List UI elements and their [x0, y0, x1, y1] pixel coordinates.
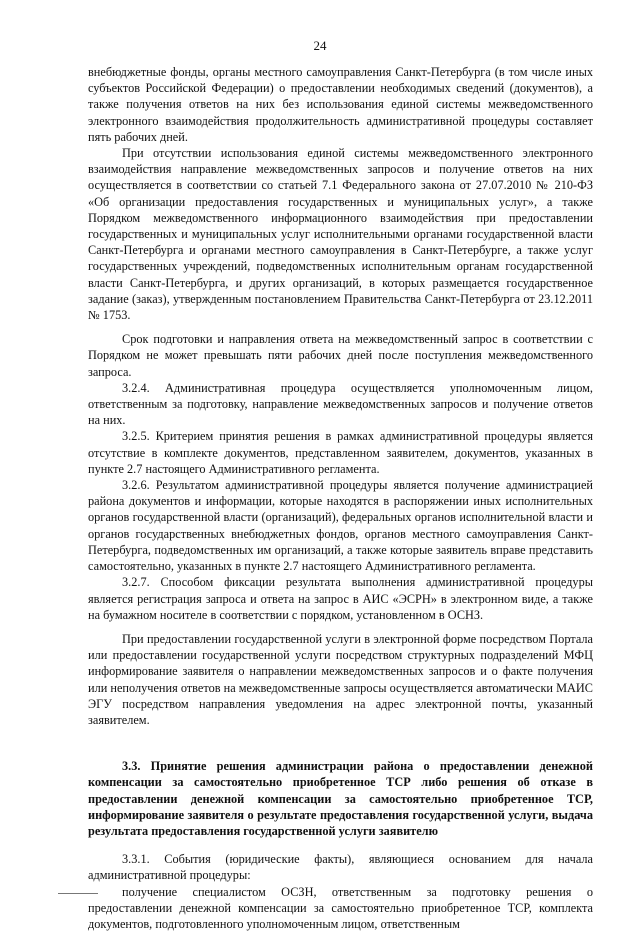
footer-rule	[58, 893, 98, 894]
paragraph-3-2-4: 3.2.4. Административная процедура осуществляется уполномоченным лицом, ответственным за подготовку, направление межведомственных запросов и получение ответов на них.	[88, 380, 593, 428]
section-heading-3-3: 3.3. Принятие решения администрации района о предоставлении денежной компенсации за самостоятельно приобретенное ТСР либо решения об отказе в предоставлении денежной компенсации за самостоятельно приобретенное ТСР, информирование заявителя о результате предоставления государственной услуги, выдача результата предоставления государственной услуги заявителю	[88, 759, 593, 838]
paragraph-3-3-1: 3.3.1. События (юридические факты), являющиеся основанием для начала административной процедуры:	[88, 852, 593, 883]
paragraph-receipt-of-documents: получение специалистом ОСЗН, ответственным за подготовку решения о предоставлении денежной компенсации за самостоятельно приобретенное ТСР, комплекта документов, подготовленного уполномоченным лицом, ответственным	[88, 884, 593, 931]
page-number: 24	[313, 38, 327, 53]
paragraph-interagency-order: При отсутствии использования единой системы межведомственного электронного взаимодействия направление межведомственных запросов и получение ответов на них осуществляется в соответствии со статьей 7.1 Федерального закона от 27.07.2010 № 210-ФЗ «Об организации предоставления государственных и муниципальных услуг», а также Порядком межведомственного информационного взаимодействия при предоставлении государственных и муниципальных услуг исполнительными органами государственной власти Санкт-Петербурга и органами местного самоуправления в Санкт-Петербурге, а также услуг государственных учреждений, подведомственных исполнительным органам государственной власти Санкт-Петербурга, и других организаций, в которых размещается государственное задание (заказ), утвержденным постановлением Правительства Санкт-Петербурга от 23.12.2011 № 1753.	[88, 146, 593, 323]
paragraph-response-deadline: Срок подготовки и направления ответа на межведомственный запрос в соответствии с Порядком не может превышать пяти рабочих дней после поступления межведомственного запроса.	[88, 332, 593, 379]
document-body	[88, 64, 593, 932]
paragraph-3-2-6: 3.2.6. Результатом административной процедуры является получение администрацией района документов и информации, которые находятся в распоряжении иных исполнительных органов государственной власти (организаций), федеральных органов исполнительной власти и органов государственных внебюджетных фондов, органов местного самоуправления Санкт-Петербурга, подведомственных им организаций, а также которые заявитель вправе представить самостоятельно, указанных в пункте 2.7 настоящего Административного регламента.	[88, 478, 593, 574]
paragraph-3-2-7: 3.2.7. Способом фиксации результата выполнения административной процедуры является регистрация запроса и ответа на запрос в АИС «ЭСРН» в электронном виде, а также на бумажном носителе в соответствии с порядком, установленном в ОСНЗ.	[88, 575, 593, 622]
paragraph-electronic-notification: При предоставлении государственной услуги в электронной форме посредством Портала или предоставлении государственной услуги посредством структурных подразделений МФЦ информирование заявителя о направлении межведомственных запросов и о факте получения или неполучения ответов на межведомственные запросы осуществляется автоматически МАИС ЭГУ посредством направления уведомления на адрес электронной почты, указанный заявителем.	[88, 631, 593, 727]
paragraph-3-2-5: 3.2.5. Критерием принятия решения в рамках административной процедуры является отсутствие в комплекте документов, представленном заявителем, документов, указанных в пункте 2.7 настоящего Административного регламента.	[88, 429, 593, 476]
paragraph-continuation: внебюджетные фонды, органы местного самоуправления Санкт-Петербурга (в том числе иных субъектов Российской Федерации) о предоставлении необходимых сведений (документов), а также получения ответов на них без использования единой системы межведомственного электронного взаимодействия продолжительность административной процедуры составляет пять рабочих дней.	[88, 65, 593, 144]
